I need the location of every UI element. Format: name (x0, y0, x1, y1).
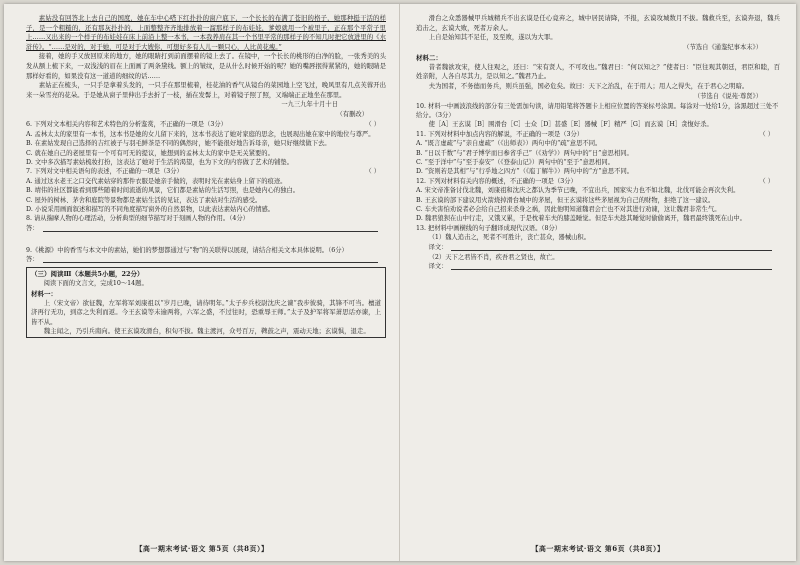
section-3-box (26, 267, 386, 338)
material-2-paragraph: 夫为国者，不务德而务兵，则兵虽强，国必危矣。故曰：天下之治乱，在于用人；用人之得失，在于君心之明暗。 (428, 81, 749, 90)
answer-line[interactable]: 答： (26, 255, 386, 265)
material-1-source-note: （节选自《通鉴纪事本末》） (683, 43, 762, 51)
passage-date: 一九三九年十月十日 (281, 101, 338, 109)
material-2-paragraph: 昔者魏欲攻宋，使人往观之，还曰：“宋有贤人，不可攻也。”魏君曰：“何以知之？”使者曰：“臣往观其朝廷，君臣和睦，百姓亲附，人各自尽其力，是以知之。”魏君乃止。 (416, 62, 780, 81)
page-6-footer: 【高一期末考试·语文 第6页（共8页）】 (531, 544, 665, 553)
question-7-option-a: A. 通过这水老王之口交代素姑穿的那件衣服是她亲手做的，表明时光在素姑身上留下的痕迹。 (26, 177, 287, 185)
question-7 (26, 167, 386, 214)
exam-page-5 (4, 4, 400, 561)
material-1-paragraph: 上自是始知其不足任，及至败，遂以为大罪。 (428, 33, 557, 42)
material-2-label: 材料二： (416, 53, 442, 62)
passage-source-note: （有删改） (336, 111, 368, 119)
exam-page-6 (400, 4, 796, 561)
answer-paren: （ ） (365, 168, 380, 176)
page-5-footer: 【高一期末考试·语文 第5页（共8页）】 (135, 544, 269, 553)
material-1-paragraph: 滑台之众悉器械甲兵城精兵不出玄谟是任心竟弃之，城中居民请降，不报，玄谟攻城数月不拔。魏救兵至，玄谟奔退，魏兵追击之，玄谟大败，死者万余人。 (416, 14, 780, 32)
question-11-option-a: A. “既言虚疏”与“亲自虚疏”（《出师表》）两句中的“疏”意思不同。 (416, 140, 602, 148)
question-11-option-d: D. “资则若是其相”与“行乎地之四方”（《庖丁解牛》）两句中的“方”意思不同。 (416, 168, 634, 176)
question-8 (26, 214, 386, 245)
translation-line-2[interactable]: 译文： (416, 262, 780, 272)
question-11-stem: （ ） 11. 下列对材料中加点内容的解说，不正确的一项是（3分） (416, 130, 774, 138)
question-11-option-b: B. “日以千数”与“君子博学而日参省乎己”（《劝学》）两句中的“日”意思相同。 (416, 149, 633, 157)
material-1-paragraph: 上（宋文帝）欲征魏，左军将军刘康祖以“岁月已晚，请待明年。”太子步兵校尉沈庆之谏“我步彼骑，其锋不可当。檀道济再行无功，到彦之失利而返。今王玄谟等未逾两将，六军之盛，不过往时，恐重辱王师。”太子及护军将军萧思话亦谏，上皆不从。 (31, 298, 381, 326)
material-2-source-note: （节选自《说苑·尊贤》） (693, 92, 762, 100)
question-8-stem: 8. 请从揣摩人物的心理活动，分析典型的细节描写对于刻画人物的作用。（4分） (26, 215, 249, 223)
section-3-heading: （三）阅读Ⅲ（本题共5小题，22分） (31, 270, 144, 279)
question-7-option-d: D. 小说采用画面叙述和描写的不同角度描写窗外的自然景物，以此表达素姑内心的情感。 (26, 206, 275, 213)
section-3-intro: 阅读下面的文言文，完成10～14题。 (43, 280, 148, 288)
question-6-stem: （ ） 6. 下列对文本相关内容和艺术特色的分析鉴赏，不正确的一项是（3分） (26, 121, 380, 129)
material-1-label: 材料一： (31, 289, 57, 298)
question-13 (416, 224, 780, 272)
exam-sheet (4, 4, 796, 561)
question-10 (416, 102, 780, 130)
question-12 (416, 177, 780, 224)
question-12-option-b: B. 王玄谟的部下建议用火箭烧掉滑台城中的茅屋，但王玄谟将这些茅屋视为自己的财物，拒绝了这一建议。 (416, 196, 715, 204)
question-12-option-d: D. 魏君狼狈在山中行走，又饿又累，于是枕着车夫的膝盖睡觉。但是车夫趁其睡觉时偷偷离开，魏君最终饿死在山中。 (416, 215, 746, 223)
passage-paragraph: 接着，她的手又放回原来的地方，她的眼睛打到前面摆着的镜上去了。在镜中，一个长长的桃形的白净的脸，一张秀美的头发从额上梳下来，一双浅浅的眉在上面画了两条黛线。额上的皱纹，是从什么时候开始的呢？她的嘴唇抿得紧紧的，她的眼睛是那样好看的，如果没有这一道道的细纹的话…… (26, 52, 386, 80)
passage-paragraph: 素姑没有回答北上去自己的国度，她在车中心嗒下红扑扑的窗户底下，一个长长的布满了苍旧的格子，她那种挺干活的样子，是一个粗糙的，还有那灰扑扑的，上面整整齐齐地排放着一溜那样子的布娃娃，爹娘就用一个被里子，正在那个平常子里上……又出来的一个样子的布娃娃在床上前沿上整一本书，一本我养肩在其一个书里平常的那样子的不知几时把它放进里的《水浒传》。“……是对的，对于她，可是对于大嫂你，可想好多有人儿一颗只心，人比黄花瘦。” (26, 14, 386, 51)
question-12-stem: （ ） 12. 下列对材料有关内容的概述，不正确的一项是（3分） (416, 177, 774, 185)
answer-paren: （ ） (365, 121, 380, 129)
question-13-sentence-1: （1）魏人追击之，死者不可胜计，丧亡甚众，器械山积。 (428, 234, 591, 242)
question-11-option-c: C. “至于洋中”与“至于泰安”（《登泰山记》）两句中的“至于”意思相同。 (416, 159, 614, 166)
question-7-stem: （ ） 7. 下列对文中相关语句的表述，不正确的一项是（3分） (26, 168, 380, 176)
question-6-option-a: A. 孟林太太的家里有一本书，这本书是她的女儿留下来的，这本书表达了她对家庭的思念，也展现出她在家中的地位与尊严。 (26, 130, 375, 138)
question-10-stem: 10. 材料一中画波浪线的部分有三处需加句读，请用铅笔将答题卡上相应位置的答案标号涂黑。每涂对一处给1分，涂黑超过三处不给分。（3分） (416, 102, 779, 119)
answer-line[interactable]: 答： (26, 224, 386, 234)
question-7-option-c: C. 屋外的树林、茅舍和庭院等景物都是素姑生活的见证，表达了素姑对生活的感受。 (26, 196, 262, 204)
question-9 (26, 246, 386, 265)
material-1-paragraph: 魏主闻之，乃引兵南向。使王玄谟攻滑台，积旬不拔。魏主渡河，众号百万，鞞鼓之声，震动天地；玄谟惧，退走。 (43, 327, 370, 336)
question-6-option-d: D. 文中多次描写素姑梳妆打扮，这表达了她对于生活的渴望，也为下文的内容做了艺术的铺垫。 (26, 158, 293, 166)
question-10-options: 使［A］王玄谟［B］围滑台［C］士众［D］甚盛［E］器械［F］精严［G］而玄谟［H］贪愎好杀。 (428, 121, 713, 129)
answer-paren: （ ） (759, 177, 774, 185)
question-13-stem: 13. 把材料中画横线的句子翻译成现代汉语。（8分） (416, 224, 562, 232)
passage-paragraph: 素姑正在梳头，一只手是拿着头发的，一只手在那里梳着，桂花油的香气从镜台的菜园地上空飞过，晚风里有几点芙蓉开出来一朵雪亮的花朵。于是她从窗子里伸出手去折了一枝，插在发髻上，对着镜子照了照，又端端正正地坐在那里。 (26, 81, 386, 99)
translation-line-1[interactable]: 译文： (416, 243, 780, 253)
question-6-option-c: C. 就在她自己的老屋里有一个可有可无的提议，她想到的孟林太太的家中是无关紧要的。 (26, 149, 274, 157)
question-9-stem: 9.《桃源》中的香雪与本文中的素姑，她们的梦想都通过与“物”的关联得以展现，请结合相关文本具体说明。（6分） (26, 246, 348, 254)
question-12-option-a: A. 宋文帝准备讨伐北魏，刘康祖和沈庆之都认为季节已晚，不宜出兵，国家实力也不如北魏，北伐可能会再次失利。 (416, 187, 740, 195)
question-7-option-b: B. 靖伟的社区都能看到那些随着时间流逝的风景，它们都是素姑的生活写照，也是她内心的独白。 (26, 187, 300, 195)
question-13-sentence-2: （2）天下之君皆不肖，疾吾君之贤也，故亡。 (428, 253, 559, 261)
question-12-option-c: C. 车夫害怕劝说者必会给自己招来杀身之祸，因此他明知道魏君会亡也不对其进行劝谏，这让魏君非常生气。 (416, 206, 721, 214)
question-6-option-b: B. 在素姑发现自己选择的吉红被子与羽毛鲜茶是不同的偶然时，她不能很好地告诉母亲，她只好继续做下去。 (26, 140, 331, 148)
question-6 (26, 120, 386, 167)
question-11 (416, 130, 780, 177)
answer-paren: （ ） (759, 130, 774, 138)
